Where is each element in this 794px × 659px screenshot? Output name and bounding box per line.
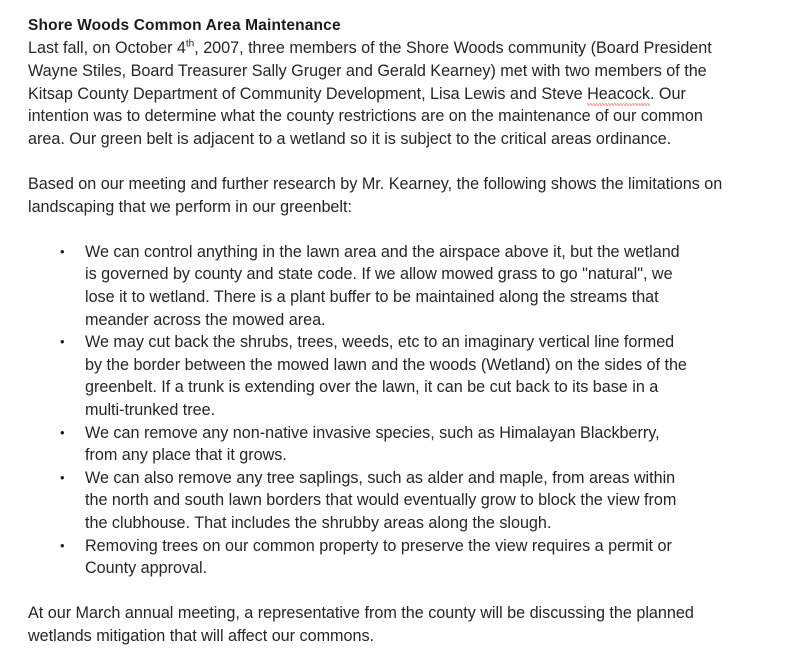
misspelled-word: Heacock (587, 83, 650, 106)
paragraph-intro-part1: Last fall, on October 4 (28, 39, 186, 58)
ordinal-superscript: th (185, 39, 195, 51)
paragraph-closing: At our March annual meeting, a representative from the county will be discussing the planned wetlands mitigation that will affect our commons. (28, 604, 694, 645)
list-item: • Removing trees on our common property to preserve the view requires a permit or County approval. (28, 535, 728, 580)
paragraph-intro-part3: . Our intention was to determine what the county restrictions are on the maintenance of our common area. Our green belt is adjacent to a wetland so it is subject to the critical areas ordinance. (28, 84, 703, 148)
list-item: • We may cut back the shrubs, trees, weeds, etc to an imaginary vertical line formed by the border between the mowed lawn and the woods (Wetland) on the sides of the greenbelt. If a trunk is extending over the lawn, it can be cut back to its base in a multi-trunked tree. (28, 331, 728, 421)
list-item: • We can remove any non-native invasive species, such as Himalayan Blackberry, from any place that it grows. (28, 422, 728, 467)
page-title: Shore Woods Common Area Maintenance (28, 17, 341, 34)
paragraph-intro (28, 37, 728, 150)
document-body (28, 37, 768, 647)
list-item: • We can control anything in the lawn area and the airspace above it, but the wetland is governed by county and state code. If we allow mowed grass to go "natural", we lose it to wetland. There is a plant buffer to be maintained along the streams that meander across the mowed area. (28, 241, 728, 331)
paragraph-intro-part2: , 2007, three members of the Shore Woods community (Board President Wayne Stiles, Board Treasurer Sally Gruger and Gerald Kearney) met with two members of the Kitsap County Department of Community Development, Lisa Lewis and Steve (28, 39, 712, 103)
limitations-list (28, 241, 728, 580)
paragraph-limitations-lead: Based on our meeting and further research by Mr. Kearney, the following shows the limitations on landscaping that we perform in our greenbelt: (28, 175, 723, 216)
list-item: • We can also remove any tree saplings, such as alder and maple, from areas within the north and south lawn borders that would eventually grow to block the view from the clubhouse. That includes the shrubby areas along the slough. (28, 467, 728, 535)
